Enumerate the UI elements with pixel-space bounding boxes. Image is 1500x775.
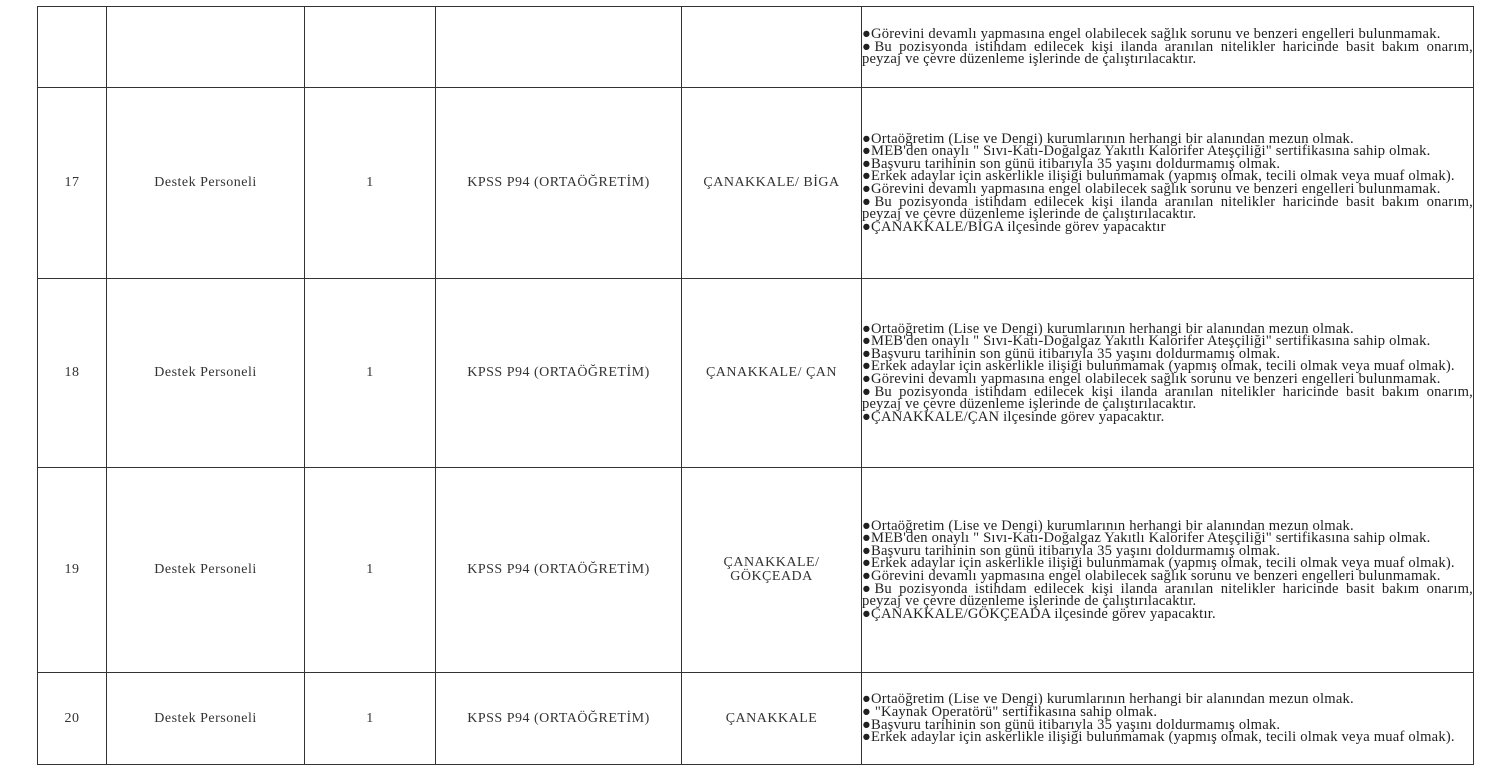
kpss-score-type-cell [436, 468, 682, 673]
position-name-cell [107, 7, 305, 88]
kpss-score-type-cell [436, 7, 682, 88]
requirement-item: ●Görevini devamlı yapmasına engel olabilecek sağlık sorunu ve benzeri engelleri bulunmamak. [862, 26, 1441, 43]
position-count-cell [305, 7, 436, 88]
requirement-item: ●Başvuru tarihinin son günü itibarıyla 35 yaşını doldurmamış olmak. [862, 345, 1281, 362]
work-location: ÇANAKKALE [725, 710, 818, 726]
position-name-cell [107, 673, 305, 765]
work-location-cell [682, 7, 862, 88]
work-location: ÇANAKKALE/ GÖKÇEADA [723, 555, 820, 584]
requirement-item: ●Ortaöğretim (Lise ve Dengi) kurumlarının herhangi bir alanından mezun olmak. [862, 130, 1354, 147]
row-number-cell [38, 279, 107, 468]
requirement-item: ●ÇANAKKALE/ÇAN ilçesinde görev yapacaktır. [862, 408, 1165, 425]
requirements-cell [862, 88, 1474, 279]
requirement-item: ●MEB'den onaylı " Sıvı-Katı-Doğalgaz Yakıtlı Kalorifer Ateşçiliği" sertifikasına sahip olmak. [862, 143, 1431, 160]
positions-table-body [38, 7, 1474, 765]
table-row [38, 88, 1474, 279]
position-count: 1 [366, 562, 374, 577]
requirement-item: ● "Kaynak Operatörü" sertifikasına sahip olmak. [862, 703, 1158, 720]
requirement-item: ●Bu pozisyonda istihdam edilecek kişi ilanda aranılan nitelikler haricinde basit bakım onarım, peyzaj ve çevre düzenleme işlerinde de çalıştırılacaktır. [862, 580, 1473, 610]
kpss-score-type: KPSS P94 (ORTAÖĞRETİM) [467, 365, 650, 380]
requirement-item: ●Erkek adaylar için askerlikle ilişiği bulunmamak (yapmış olmak, tecili olmak veya muaf olmak). [862, 555, 1455, 572]
requirements-list [862, 691, 1473, 746]
requirements-cell [862, 468, 1474, 673]
requirements-cell [862, 673, 1474, 765]
row-number-cell [38, 468, 107, 673]
row-number: 17 [64, 175, 80, 190]
work-location: ÇANAKKALE/ ÇAN [705, 365, 838, 380]
requirements-list [862, 28, 1473, 66]
work-location-cell [682, 279, 862, 468]
requirements-cell [862, 7, 1474, 88]
work-location-cell [682, 673, 862, 765]
requirements-list [862, 130, 1473, 235]
position-name: Destek Personeli [154, 562, 257, 577]
position-count: 1 [366, 710, 374, 726]
position-name: Destek Personeli [154, 710, 257, 726]
table-row [38, 279, 1474, 468]
kpss-score-type: KPSS P94 (ORTAÖĞRETİM) [467, 175, 650, 190]
row-number: 18 [64, 365, 80, 380]
position-count-cell [305, 88, 436, 279]
kpss-score-type-cell [436, 673, 682, 765]
position-count-cell [305, 673, 436, 765]
requirement-item: ●Ortaöğretim (Lise ve Dengi) kurumlarının herhangi bir alanından mezun olmak. [862, 517, 1354, 534]
row-number-cell [38, 88, 107, 279]
requirement-item: ●Başvuru tarihinin son günü itibarıyla 35 yaşını doldurmamış olmak. [862, 542, 1281, 559]
position-name: Destek Personeli [154, 175, 257, 190]
requirement-item: ●Ortaöğretim (Lise ve Dengi) kurumlarının herhangi bir alanından mezun olmak. [862, 320, 1354, 337]
kpss-score-type-cell [436, 279, 682, 468]
row-number-cell [38, 673, 107, 765]
position-name-cell [107, 468, 305, 673]
requirement-item: ●Başvuru tarihinin son günü itibarıyla 35 yaşını doldurmamış olmak. [862, 155, 1281, 172]
requirement-item: ●MEB'den onaylı " Sıvı-Katı-Doğalgaz Yakıtlı Kalorifer Ateşçiliği" sertifikasına sahip olmak. [862, 530, 1431, 547]
position-name-cell [107, 88, 305, 279]
requirements-cell [862, 279, 1474, 468]
requirement-item: ●Görevini devamlı yapmasına engel olabilecek sağlık sorunu ve benzeri engelleri bulunmamak. [862, 371, 1441, 387]
positions-table [37, 6, 1474, 765]
requirement-item: ●Başvuru tarihinin son günü itibarıyla 35 yaşını doldurmamış olmak. [862, 716, 1281, 733]
position-count: 1 [366, 175, 374, 190]
requirement-item: ●MEB'den onaylı " Sıvı-Katı-Doğalgaz Yakıtlı Kalorifer Ateşçiliği" sertifikasına sahip olmak. [862, 333, 1431, 350]
work-location: ÇANAKKALE/ BİGA [703, 175, 840, 190]
table-row [38, 7, 1474, 88]
table-row [38, 673, 1474, 765]
requirement-item: ●Bu pozisyonda istihdam edilecek kişi ilanda aranılan nitelikler haricinde basit bakım onarım, peyzaj ve çevre düzenleme işlerinde de çalıştırılacaktır. [862, 38, 1473, 68]
requirement-item: ●Ortaöğretim (Lise ve Dengi) kurumlarının herhangi bir alanından mezun olmak. [862, 691, 1354, 708]
position-count-cell [305, 279, 436, 468]
row-number: 20 [64, 710, 80, 726]
requirement-item: ●ÇANAKKALE/BİGA ilçesinde görev yapacaktır [862, 218, 1166, 235]
position-count: 1 [366, 365, 374, 380]
requirement-item: ●Erkek adaylar için askerlikle ilişiği bulunmamak (yapmış olmak, tecili olmak veya muaf olmak). [862, 168, 1455, 185]
position-count-cell [305, 468, 436, 673]
row-number-cell [38, 7, 107, 88]
work-location-cell [682, 88, 862, 279]
requirement-item: ●Erkek adaylar için askerlikle ilişiği bulunmamak (yapmış olmak, tecili olmak veya muaf olmak). [862, 358, 1455, 375]
requirement-item: ●Görevini devamlı yapmasına engel olabilecek sağlık sorunu ve benzeri engelleri bulunmamak. [862, 181, 1441, 197]
kpss-score-type: KPSS P94 (ORTAÖĞRETİM) [467, 710, 650, 726]
kpss-score-type-cell [436, 88, 682, 279]
kpss-score-type: KPSS P94 (ORTAÖĞRETİM) [467, 562, 650, 577]
requirements-list [862, 517, 1473, 622]
table-row [38, 468, 1474, 673]
requirement-item: ●ÇANAKKALE/GÖKÇEADA ilçesinde görev yapacaktır. [862, 605, 1216, 622]
position-name-cell [107, 279, 305, 468]
position-name: Destek Personeli [154, 365, 257, 380]
requirement-item: ●Görevini devamlı yapmasına engel olabilecek sağlık sorunu ve benzeri engelleri bulunmamak. [862, 568, 1441, 584]
requirements-list [862, 320, 1473, 425]
requirement-item: ●Bu pozisyonda istihdam edilecek kişi ilanda aranılan nitelikler haricinde basit bakım onarım, peyzaj ve çevre düzenleme işlerinde de çalıştırılacaktır. [862, 193, 1473, 223]
requirement-item: ●Erkek adaylar için askerlikle ilişiği bulunmamak (yapmış olmak, tecili olmak veya muaf olmak). [862, 729, 1455, 746]
row-number: 19 [64, 562, 80, 577]
requirement-item: ●Bu pozisyonda istihdam edilecek kişi ilanda aranılan nitelikler haricinde basit bakım onarım, peyzaj ve çevre düzenleme işlerinde de çalıştırılacaktır. [862, 383, 1473, 413]
work-location-cell [682, 468, 862, 673]
